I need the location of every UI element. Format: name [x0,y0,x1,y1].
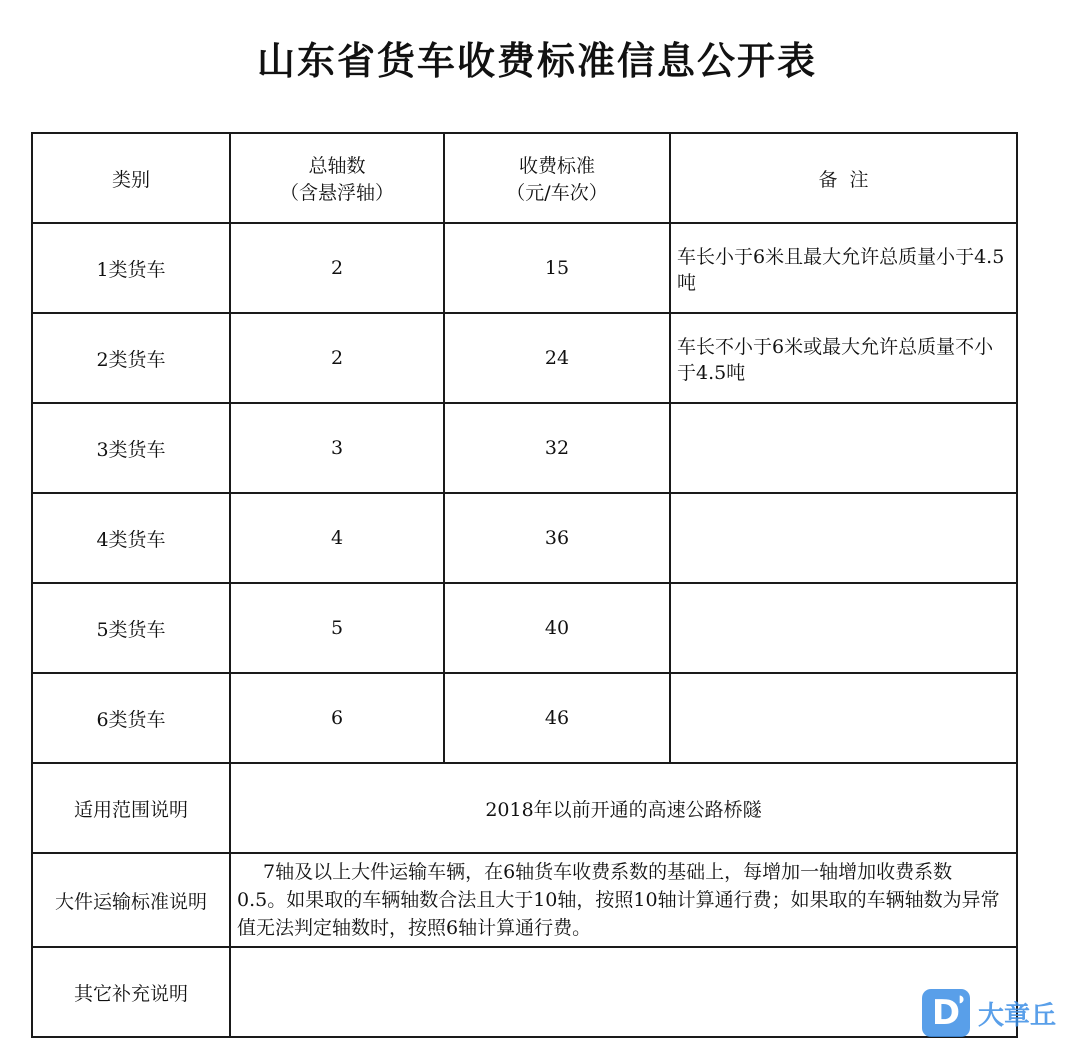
scope-label: 适用范围说明 [32,763,230,853]
row-category: 1类货车 [32,223,230,313]
watermark-mark-letter: D [931,993,961,1033]
watermark-mark [922,989,970,1037]
row-remark [670,493,1017,583]
table-row [32,313,1017,403]
oversize-text [230,853,1017,947]
header-category: 类别 [32,133,230,223]
table-row [32,673,1017,763]
header-axles [230,133,444,223]
row-fee: 32 [444,403,670,493]
row-axles: 4 [230,493,444,583]
header-fee [444,133,670,223]
row-fee: 15 [444,223,670,313]
watermark-logo [922,986,1072,1040]
row-category: 3类货车 [32,403,230,493]
table-row [32,583,1017,673]
header-axles-line1: 总轴数 [308,155,366,177]
oversize-label: 大件运输标准说明 [32,853,230,947]
oversize-row [32,853,1017,947]
row-category: 4类货车 [32,493,230,583]
header-axles-line2: （含悬浮轴） [279,182,394,204]
scope-text: 2018年以前开通的高速公路桥隧 [230,763,1017,853]
oversize-text-body: 7轴及以上大件运输车辆，在6轴货车收费系数的基础上，每增加一轴增加收费系数0.5。如果取的车辆轴数合法且大于10轴，按照10轴计算通行费；如果取的车辆轴数为异常值无法判定轴数时，按照6轴计算通行费。 [237,861,1000,939]
header-fee-line2: （元/车次） [506,182,608,204]
row-remark [670,673,1017,763]
row-axles: 6 [230,673,444,763]
row-fee: 46 [444,673,670,763]
row-remark [670,583,1017,673]
row-remark: 车长不小于6米或最大允许总质量不小于4.5吨 [670,313,1017,403]
table-row [32,403,1017,493]
row-axles: 2 [230,223,444,313]
other-label: 其它补充说明 [32,947,230,1037]
other-row [32,947,1017,1037]
other-text [230,947,1017,1037]
row-fee: 36 [444,493,670,583]
page-title: 山东省货车收费标准信息公开表 [256,39,817,83]
watermark-text: 大章丘 [978,1000,1057,1031]
row-category: 2类货车 [32,313,230,403]
signal-icon: ◗ [958,994,964,1005]
row-fee: 40 [444,583,670,673]
row-remark [670,403,1017,493]
row-category: 6类货车 [32,673,230,763]
row-remark: 车长小于6米且最大允许总质量小于4.5吨 [670,223,1017,313]
table-row [32,493,1017,583]
table-row [32,223,1017,313]
row-fee: 24 [444,313,670,403]
row-axles: 2 [230,313,444,403]
header-remark: 备 注 [670,133,1017,223]
header-row [32,133,1017,223]
scope-row [32,763,1017,853]
row-axles: 3 [230,403,444,493]
header-fee-line1: 收费标准 [518,155,595,177]
row-category: 5类货车 [32,583,230,673]
fee-table [31,132,1018,1038]
row-axles: 5 [230,583,444,673]
